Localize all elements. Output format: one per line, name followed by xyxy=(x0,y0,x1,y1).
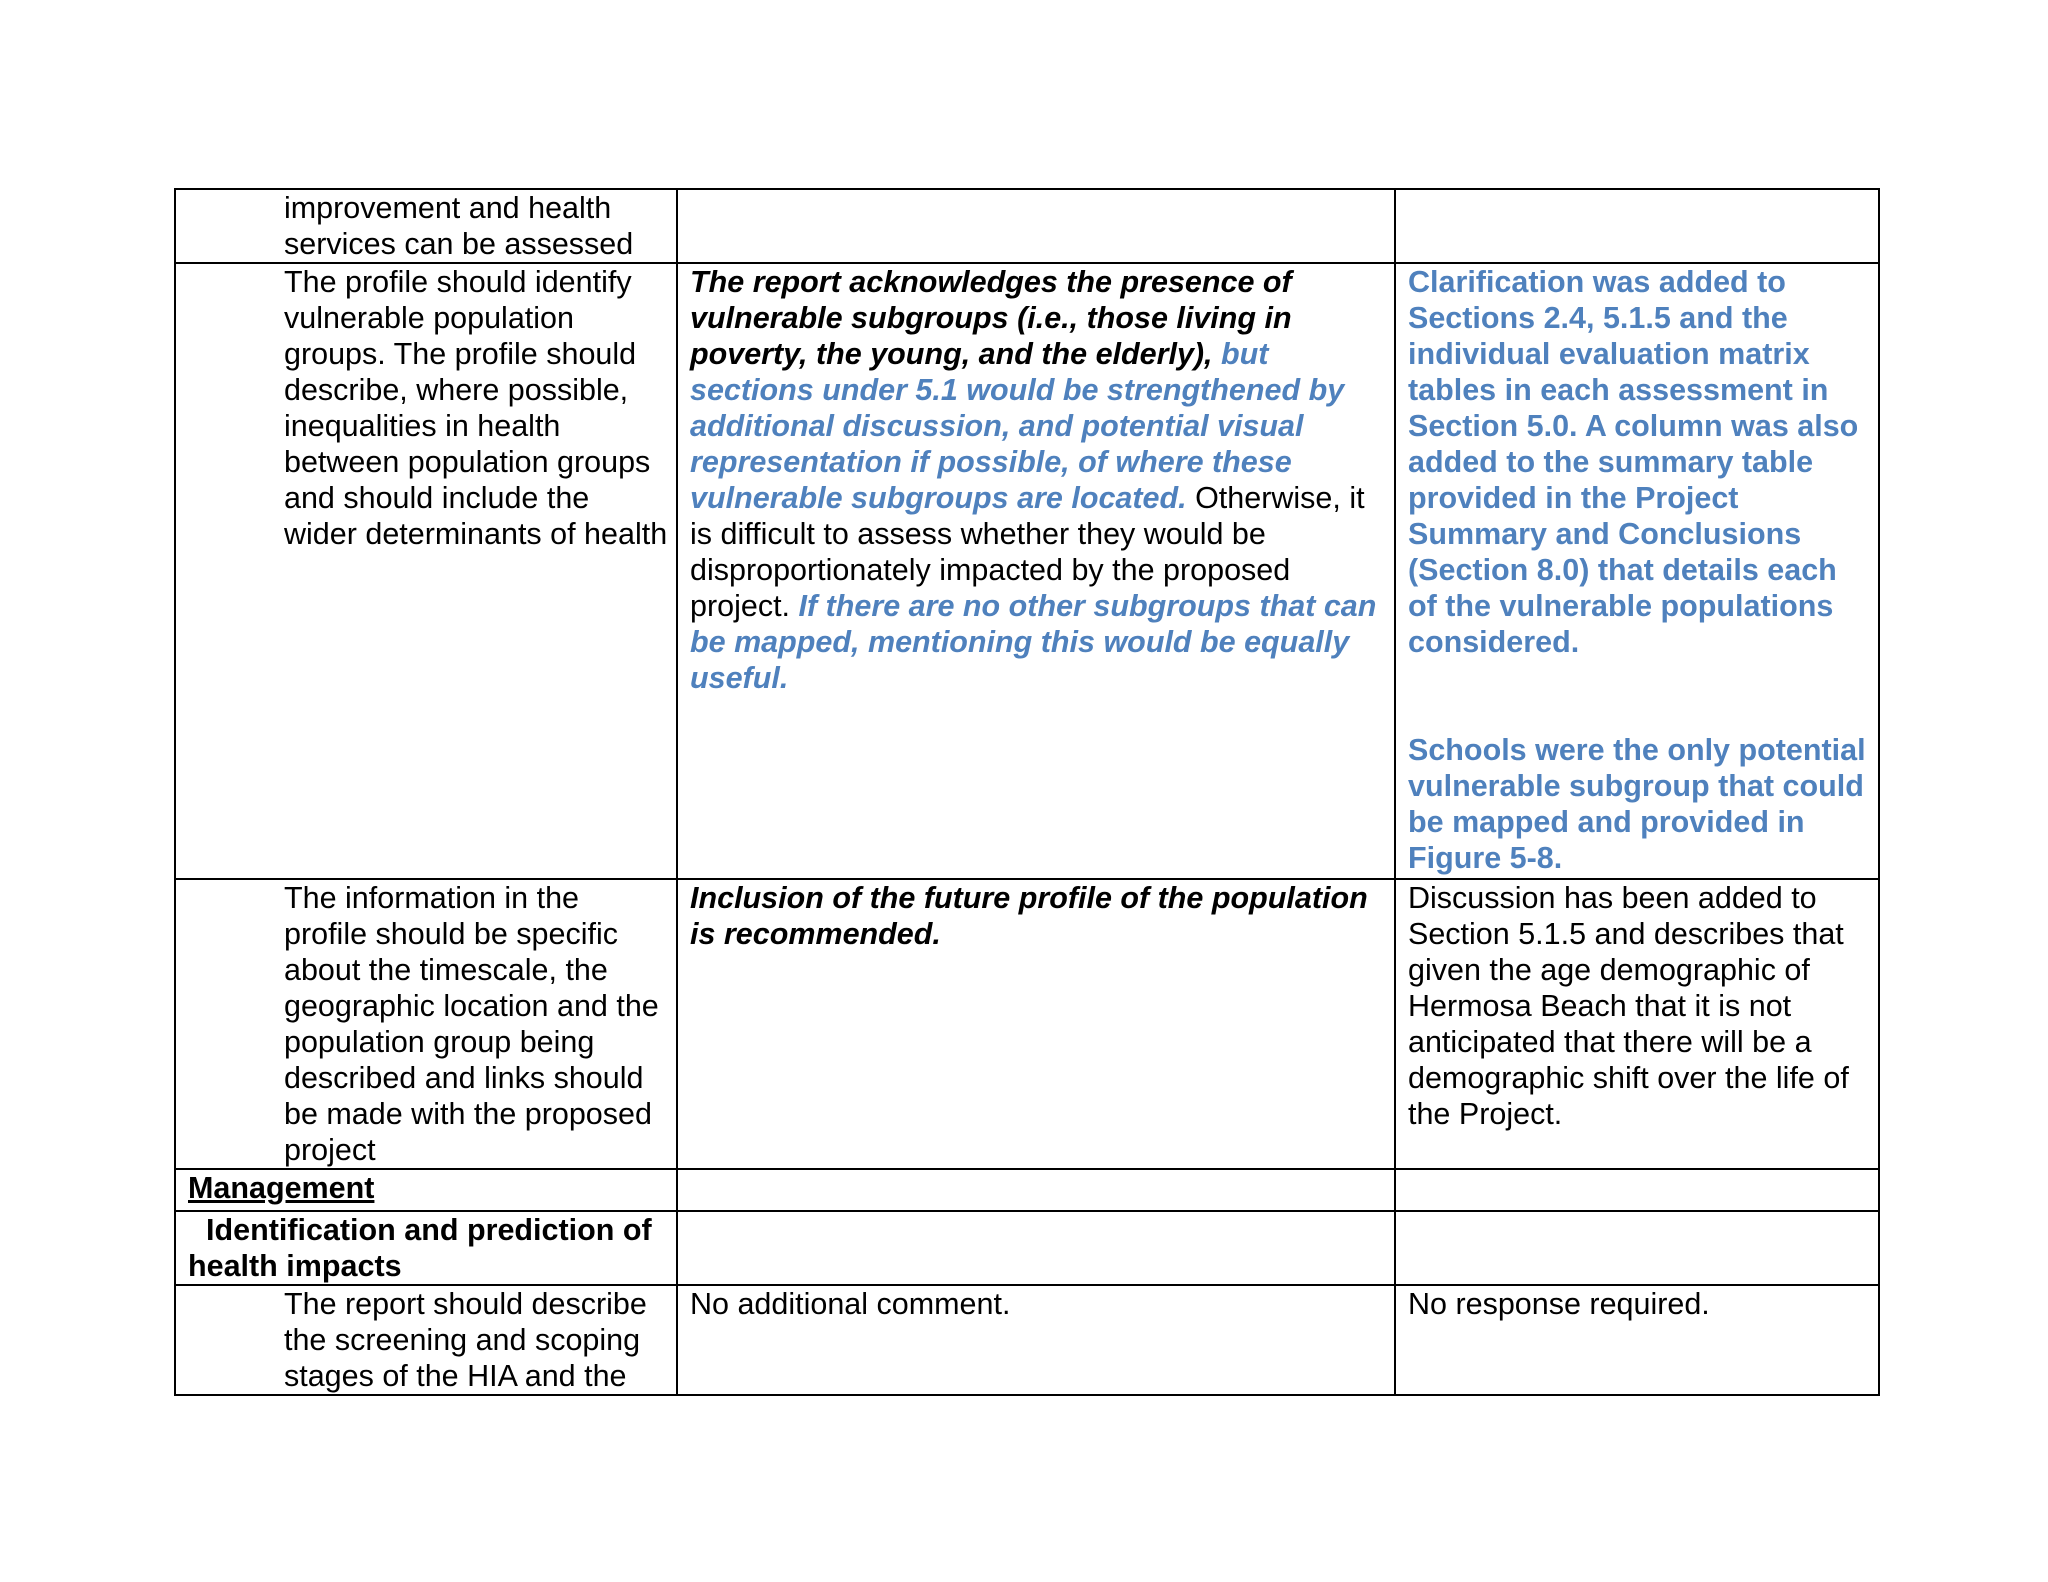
comment-bold-italic: The report acknowledges the presence of vulnerable subgroups (i.e., those living in poverty, the young, and the elderly), xyxy=(690,265,1292,371)
response-cell: No response required. xyxy=(1395,1285,1879,1395)
response-cell xyxy=(1395,263,1879,879)
table-row xyxy=(175,263,1879,879)
comment-cell xyxy=(677,263,1395,879)
table-row xyxy=(175,1285,1879,1395)
section-heading-cell xyxy=(175,1169,677,1211)
table-row xyxy=(175,1169,1879,1211)
comment-cell xyxy=(677,189,1395,263)
subsection-heading-cell xyxy=(175,1211,677,1285)
subsection-heading: Identification and prediction of health impacts xyxy=(188,1213,652,1283)
comment-cell xyxy=(677,1211,1395,1285)
comment-cell: Inclusion of the future profile of the population is recommended. xyxy=(677,879,1395,1169)
comment-cell: No additional comment. xyxy=(677,1285,1395,1395)
comment-blue-italic: but sections under 5.1 would be strengthened by additional discussion, and potential visual representation if possible, of where these vulnerable subgroups are located. xyxy=(690,337,1345,515)
table-row xyxy=(175,189,1879,263)
response-cell: Discussion has been added to Section 5.1.5 and describes that given the age demographic of Hermosa Beach that it is not anticipated that there will be a demographic shift over the life of the Project. xyxy=(1395,879,1879,1169)
comment-blue-italic: If there are no other subgroups that can be mapped, mentioning this would be equally useful. xyxy=(690,589,1377,695)
table-row xyxy=(175,1211,1879,1285)
section-heading: Management xyxy=(188,1171,375,1205)
criteria-cell: The information in the profile should be specific about the timescale, the geographic location and the population group being described and links should be made with the proposed project xyxy=(175,879,677,1169)
criteria-cell: The report should describe the screening and scoping stages of the HIA and the xyxy=(175,1285,677,1395)
response-blue-bold: Schools were the only potential vulnerable subgroup that could be mapped and provided in Figure 5-8. xyxy=(1408,733,1866,875)
criteria-cell: The profile should identify vulnerable population groups. The profile should describe, where possible, inequalities in health between population groups and should include the wider determinants of health xyxy=(175,263,677,879)
review-table xyxy=(174,188,1880,1396)
response-blue-bold: Clarification was added to Sections 2.4, 5.1.5 and the individual evaluation matrix tables in each assessment in Section 5.0. A column was also added to the summary table provided in the Project Summary and Conclusions (Section 8.0) that details each of the vulnerable populations considered. xyxy=(1408,265,1859,659)
criteria-cell: improvement and health services can be assessed xyxy=(175,189,677,263)
response-cell xyxy=(1395,1211,1879,1285)
comment-plain: Otherwise, it is difficult to assess whether they would be disproportionately impacted by the proposed project. xyxy=(690,481,1365,623)
response-cell xyxy=(1395,189,1879,263)
table-row xyxy=(175,879,1879,1169)
comment-cell xyxy=(677,1169,1395,1211)
response-cell xyxy=(1395,1169,1879,1211)
